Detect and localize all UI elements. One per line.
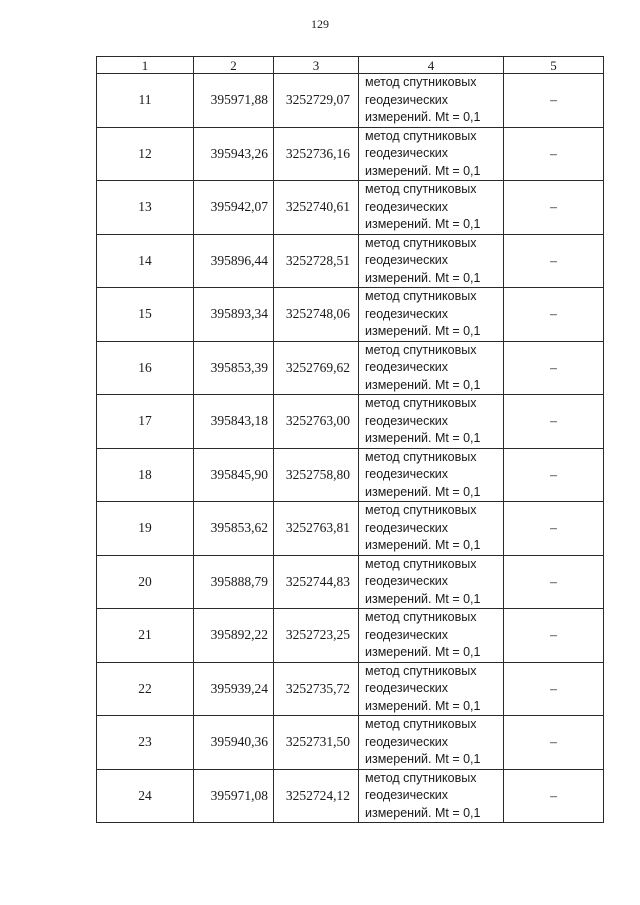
method-text-line: геодезических	[365, 627, 449, 642]
method-text-line: измерений. Mt = 0,1	[365, 698, 481, 713]
x-coordinate-cell: 395892,22	[194, 609, 274, 663]
x-coordinate-cell: 395943,26	[194, 127, 274, 181]
method-text-line: измерений. Mt = 0,1	[365, 163, 481, 178]
method-text-line: измерений. Mt = 0,1	[365, 538, 481, 552]
note-cell: –	[504, 341, 604, 395]
table-header-row	[97, 57, 604, 74]
method-cell	[359, 555, 504, 609]
method-text-line: измерений. Mt = 0,1	[365, 805, 481, 820]
method-text-line: измерений. Mt = 0,1	[365, 270, 481, 285]
method-cell	[359, 609, 504, 663]
table-row	[97, 716, 604, 770]
method-text-line: метод спутниковых	[365, 235, 477, 250]
x-coordinate-cell: 395893,34	[194, 288, 274, 342]
x-coordinate-cell: 395853,62	[194, 502, 274, 556]
method-text-line: метод спутниковых	[365, 289, 477, 303]
x-coordinate-cell: 395940,36	[194, 716, 274, 770]
y-coordinate-cell: 3252729,07	[274, 74, 359, 128]
method-text-line: геодезических	[365, 306, 449, 321]
method-text-line: геодезических	[365, 734, 449, 749]
point-number-cell: 23	[97, 716, 194, 770]
x-coordinate-cell: 395843,18	[194, 395, 274, 449]
x-coordinate-cell: 395845,90	[194, 448, 274, 502]
column-header-5: 5	[504, 57, 604, 74]
table-row	[97, 555, 604, 609]
point-number-cell: 22	[97, 662, 194, 716]
y-coordinate-cell: 3252740,61	[274, 181, 359, 235]
y-coordinate-cell: 3252763,81	[274, 502, 359, 556]
point-number-cell: 16	[97, 341, 194, 395]
method-text-line: геодезических	[365, 413, 449, 428]
table-row	[97, 181, 604, 235]
method-cell	[359, 127, 504, 181]
y-coordinate-cell: 3252735,72	[274, 662, 359, 716]
note-cell: –	[504, 716, 604, 770]
x-coordinate-cell: 395942,07	[194, 181, 274, 235]
method-text-line: измерений. Mt = 0,1	[365, 431, 481, 445]
method-text-line: метод спутниковых	[365, 128, 477, 143]
y-coordinate-cell: 3252723,25	[274, 609, 359, 663]
x-coordinate-cell: 395888,79	[194, 555, 274, 609]
x-coordinate-cell: 395971,08	[194, 769, 274, 823]
y-coordinate-cell: 3252748,06	[274, 288, 359, 342]
method-cell	[359, 288, 504, 342]
method-text-line: метод спутниковых	[365, 182, 477, 196]
method-text-line: измерений. Mt = 0,1	[365, 110, 481, 124]
method-cell	[359, 181, 504, 235]
y-coordinate-cell: 3252758,80	[274, 448, 359, 502]
point-number-cell: 21	[97, 609, 194, 663]
method-text-line: геодезических	[365, 520, 449, 535]
y-coordinate-cell: 3252736,16	[274, 127, 359, 181]
method-cell	[359, 662, 504, 716]
x-coordinate-cell: 395939,24	[194, 662, 274, 716]
method-text-line: геодезических	[365, 146, 449, 160]
method-cell	[359, 716, 504, 770]
table-row	[97, 769, 604, 823]
table-row	[97, 662, 604, 716]
y-coordinate-cell: 3252769,62	[274, 341, 359, 395]
method-cell	[359, 395, 504, 449]
point-number-cell: 19	[97, 502, 194, 556]
page-number: 129	[311, 17, 329, 31]
method-text-line: измерений. Mt = 0,1	[365, 645, 481, 659]
point-number-cell: 20	[97, 555, 194, 609]
point-number-cell: 13	[97, 181, 194, 235]
method-text-line: геодезических	[365, 681, 449, 695]
method-text-line: метод спутниковых	[365, 770, 477, 785]
note-cell: –	[504, 288, 604, 342]
method-text-line: геодезических	[365, 467, 449, 481]
method-text-line: измерений. Mt = 0,1	[365, 217, 481, 231]
column-header-4: 4	[359, 57, 504, 74]
note-cell: –	[504, 181, 604, 235]
method-text-line: измерений. Mt = 0,1	[365, 324, 481, 338]
method-text-line: метод спутниковых	[365, 503, 477, 517]
method-text-line: измерений. Mt = 0,1	[365, 752, 481, 766]
table-row	[97, 341, 604, 395]
note-cell: –	[504, 74, 604, 128]
column-header-2: 2	[194, 57, 274, 74]
point-number-cell: 15	[97, 288, 194, 342]
method-text-line: измерений. Mt = 0,1	[365, 591, 481, 606]
note-cell: –	[504, 555, 604, 609]
method-text-line: геодезических	[365, 92, 449, 107]
method-cell	[359, 74, 504, 128]
method-cell	[359, 341, 504, 395]
y-coordinate-cell: 3252724,12	[274, 769, 359, 823]
method-text-line: метод спутниковых	[365, 342, 477, 357]
method-text-line: метод спутниковых	[365, 396, 477, 410]
method-text-line: геодезических	[365, 199, 449, 214]
method-text-line: измерений. Mt = 0,1	[365, 484, 481, 499]
note-cell: –	[504, 769, 604, 823]
point-number-cell: 17	[97, 395, 194, 449]
note-cell: –	[504, 395, 604, 449]
note-cell: –	[504, 448, 604, 502]
point-number-cell: 11	[97, 74, 194, 128]
column-header-1: 1	[97, 57, 194, 74]
note-cell: –	[504, 502, 604, 556]
coordinates-table	[96, 56, 604, 823]
y-coordinate-cell: 3252763,00	[274, 395, 359, 449]
table-row	[97, 288, 604, 342]
point-number-cell: 12	[97, 127, 194, 181]
table-row	[97, 502, 604, 556]
method-text-line: геодезических	[365, 788, 449, 802]
column-header-3: 3	[274, 57, 359, 74]
method-text-line: метод спутниковых	[365, 449, 477, 464]
method-text-line: метод спутниковых	[365, 663, 477, 678]
method-text-line: метод спутниковых	[365, 75, 477, 89]
table-row	[97, 127, 604, 181]
y-coordinate-cell: 3252728,51	[274, 234, 359, 288]
point-number-cell: 24	[97, 769, 194, 823]
x-coordinate-cell: 395853,39	[194, 341, 274, 395]
y-coordinate-cell: 3252731,50	[274, 716, 359, 770]
x-coordinate-cell: 395896,44	[194, 234, 274, 288]
method-text-line: геодезических	[365, 253, 449, 267]
method-text-line: метод спутниковых	[365, 556, 477, 571]
method-cell	[359, 502, 504, 556]
table-row	[97, 609, 604, 663]
point-number-cell: 18	[97, 448, 194, 502]
y-coordinate-cell: 3252744,83	[274, 555, 359, 609]
note-cell: –	[504, 127, 604, 181]
method-text-line: метод спутниковых	[365, 610, 477, 624]
table-row	[97, 448, 604, 502]
table-row	[97, 395, 604, 449]
method-text-line: измерений. Mt = 0,1	[365, 377, 481, 392]
note-cell: –	[504, 609, 604, 663]
method-text-line: метод спутниковых	[365, 717, 477, 731]
method-cell	[359, 448, 504, 502]
point-number-cell: 14	[97, 234, 194, 288]
method-text-line: геодезических	[365, 360, 449, 374]
note-cell: –	[504, 234, 604, 288]
method-cell	[359, 769, 504, 823]
table-body	[97, 74, 604, 823]
table-row	[97, 74, 604, 128]
method-cell	[359, 234, 504, 288]
note-cell: –	[504, 662, 604, 716]
method-text-line: геодезических	[365, 574, 449, 588]
x-coordinate-cell: 395971,88	[194, 74, 274, 128]
table-row	[97, 234, 604, 288]
